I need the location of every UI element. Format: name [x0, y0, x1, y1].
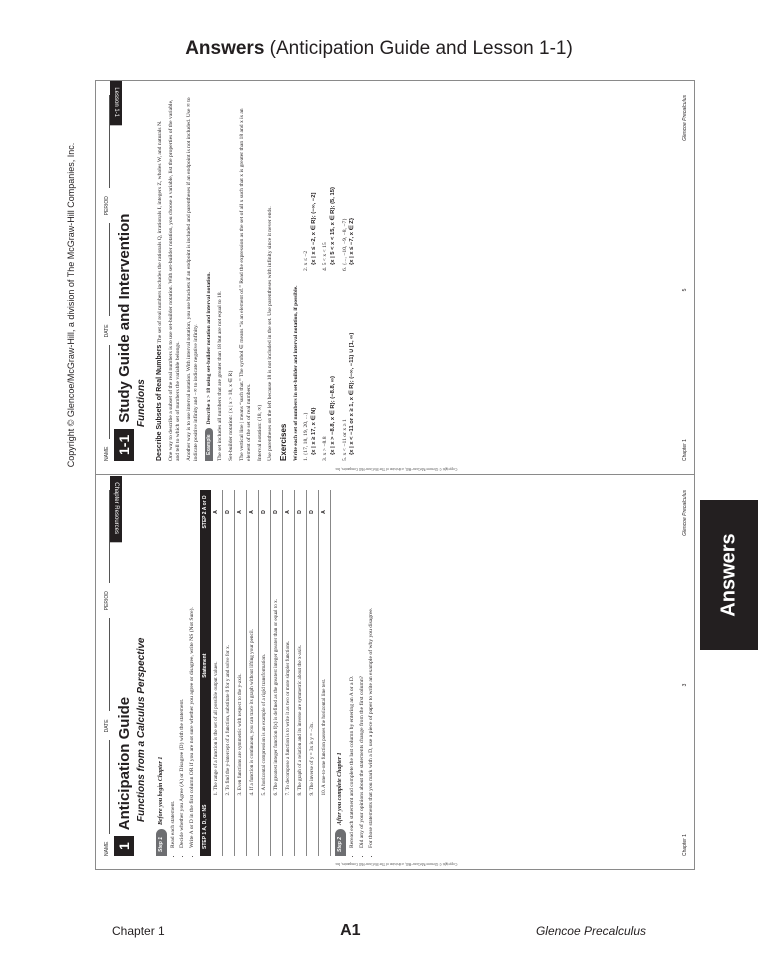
col-statement: Statement — [200, 534, 211, 798]
table-row: 9. The inverse of y = 3x is y = −3x. D — [307, 490, 319, 856]
list-item: • Reread each statement and complete the last column by entering an A or a D. — [349, 490, 357, 848]
copyright-strip — [62, 40, 80, 910]
exercise-answer: {x | x ≥ 17, x ∈ N} — [310, 407, 317, 455]
list-item: • Write A or D in the first column OR if you are not sure whether you agree or disagree, write NS (Not Sure). — [189, 490, 197, 848]
step2-label: Step 2 — [335, 829, 346, 856]
date-label: DATE — [104, 324, 110, 338]
lesson-number-box: 1-1 — [114, 429, 134, 461]
study-guide-content — [152, 95, 357, 461]
example-title: Describe x > 18 using set-builder notation and interval notation. — [205, 272, 212, 425]
footer-chapter: Chapter 1 — [682, 834, 688, 856]
exercise-answer: {x | x > −8.8, x ∈ R}; (−8.8, ∞) — [330, 376, 337, 455]
para-set-builder: One way to describe a subset of the real numbers is to use set-builder notation. With set-builder notation, you choose a variable, list the properties of the variable, and tell to which set of numbers the variable belongs. — [167, 99, 182, 461]
answers-tab-label: Answers — [717, 533, 740, 617]
study-guide-page — [96, 81, 694, 475]
footer-page-number: A1 — [340, 922, 361, 939]
example-text-2: Set-builder notation: {x | x > 18, x ∈ R} — [228, 370, 235, 461]
study-guide-side-copyright: Copyright © Glencoe/McGraw-Hill, a division of The McGraw-Hill Companies, Inc. — [334, 467, 458, 471]
footer-publisher: Glencoe Precalculus — [682, 95, 688, 141]
anticipation-table — [200, 490, 331, 856]
section-text: The set of real numbers includes the rationals Q, irrationals I, integers Z, wholes W, and naturals N. — [157, 120, 163, 344]
footer-page: 5 — [682, 288, 688, 292]
example-text-4: Interval notation: (18, ∞) — [256, 404, 263, 461]
exercise-item: 1. {17, 18, 19, 20, ...} {x | x ≥ 17, x ∈ N} — [303, 285, 318, 461]
footer-publisher: Glencoe Precalculus — [682, 490, 688, 536]
exercise-answer: {x | x < −11 or x ≥ 1, x ∈ R}; (−∞, −11) ∪ [1, ∞) — [349, 332, 356, 455]
exercise-item: 5. x < −11 or x ≥ 1 {x | x < −11 or x ≥ 1, x ∈ R}; (−∞, −11) ∪ [1, ∞) — [342, 285, 357, 461]
section-title: Describe Subsets of Real Numbers — [156, 344, 163, 461]
reduced-pages-frame — [95, 80, 695, 870]
exercise-item: 2. x ≤ −2 {x | x ≤ −2, x ∈ R}; (−∞, −2] — [303, 95, 318, 271]
col-step1: STEP 1 A, D, or NS — [200, 797, 211, 856]
anticipation-guide-rotated — [96, 476, 694, 870]
period-label: PERIOD — [104, 591, 110, 611]
anticipation-title: Anticipation Guide — [115, 696, 133, 831]
table-row: 8. The graph of a relation and its inverse are symmetric about the x-axis. D — [295, 490, 307, 856]
study-guide-header — [104, 95, 110, 461]
footer-chapter: Chapter 1 — [112, 924, 165, 938]
exercises-instructions: Write each set of numbers in set-builder and interval notation, if possible. — [292, 285, 299, 461]
lesson-side-tab: Lesson 1-1 — [110, 81, 122, 125]
exercise-answer: {x | 5 < x < 15, x ∈ R}; (5, 15) — [330, 187, 337, 265]
table-row: 4. If a function is continuous, you can trace its graph without lifting your pencil. A — [247, 490, 259, 856]
table-row: 6. The greatest integer function f(x) is defined as the greatest integer greater than or equal to x. D — [271, 490, 283, 856]
exercise-answer: {x | x ≤ −2, x ∈ R}; (−∞, −2] — [310, 192, 317, 265]
date-label: DATE — [104, 719, 110, 733]
table-row: 5. A horizontal compression is an example of a rigid transformation. D — [259, 490, 271, 856]
anticipation-guide-page — [96, 476, 694, 870]
study-guide-rotated — [96, 81, 694, 475]
study-guide-title-row — [114, 214, 134, 461]
page-title-rest: (Anticipation Guide and Lesson 1-1) — [264, 38, 573, 59]
study-guide-subtitle: Functions — [136, 379, 147, 427]
chapter-resources-tab: Chapter Resources — [110, 476, 122, 542]
footer-publisher: Glencoe Precalculus — [535, 924, 646, 938]
period-label: PERIOD — [104, 196, 110, 216]
step1-bullets — [170, 490, 197, 848]
para-interval: Another way is to use interval notation. With interval notation, you use brackets if an endpoint is included and parentheses if an endpoint is not included. Use ∞ to indicate positive infinity and −∞ to indicate negative infinity. — [185, 97, 200, 461]
chapter-number-box: 1 — [114, 836, 134, 856]
anticipation-side-copyright: Copyright © Glencoe/McGraw-Hill, a division of The McGraw-Hill Companies, Inc. — [334, 862, 458, 866]
exercise-item: 4. 5 < x < 15 {x | 5 < x < 15, x ∈ R}; (5, 15) — [322, 95, 337, 271]
footer-chapter: Chapter 1 — [682, 439, 688, 461]
example-text-3: The vertical line | means “such that.” The symbol ∈ means “is an element of.” Read the expression as the set of all x such that x is greater than 18 and x is an element of the set of real numbers. — [238, 108, 253, 461]
study-guide-title: Study Guide and Intervention — [115, 213, 133, 423]
table-row: 7. To decompose a function is to write it as two or more simpler functions. A — [283, 490, 295, 856]
study-guide-footer — [682, 95, 688, 461]
step2-bullets — [349, 490, 376, 848]
table-row: 10. A one-to-one function passes the horizontal line test. A — [319, 490, 331, 856]
example-label: Example — [205, 428, 214, 461]
page-footer — [112, 922, 646, 940]
footer-page: 3 — [682, 683, 688, 687]
list-item: • Decide whether you Agree (A) or Disagree (D) with the statement. — [179, 490, 187, 848]
exercise-answer: {x | x ≤ −7, x ∈ Z} — [349, 217, 356, 265]
answers-side-tab — [700, 500, 758, 650]
table-row: 2. To find the y-intercept of a function, substitute 0 for y and solve for x. D — [223, 490, 235, 856]
col-step2: STEP 2 A or D — [200, 490, 211, 534]
name-label: NAME — [104, 446, 110, 461]
anticipation-header — [104, 490, 110, 856]
anticipation-footer — [682, 490, 688, 856]
step1-title: Before you begin Chapter 1 — [158, 756, 164, 825]
exercise-grid — [303, 95, 357, 461]
example-text-1: The set includes all numbers that are greater than 18 but are not equal to 18. — [217, 291, 224, 461]
anticipation-subtitle: Functions from a Calculus Perspective — [136, 637, 147, 822]
table-row: 1. The range of a function is the set of all possible output values. A — [211, 490, 223, 856]
page-title-bold: Answers — [185, 38, 265, 59]
list-item: • Did any of your opinions about the statements change from the first column? — [359, 490, 367, 848]
list-item: • For those statements that you mark with a D, use a piece of paper to write an example of why you disagree. — [368, 490, 376, 848]
example-text-5: Use parentheses on the left because 18 is not included in the set. Use parentheses with infinity since it never ends. — [267, 206, 274, 461]
step2-title: After you complete Chapter 1 — [337, 752, 344, 825]
page-title — [0, 38, 758, 60]
list-item: • Read each statement. — [170, 490, 178, 848]
exercise-item: 3. x > −8.8 {x | x > −8.8, x ∈ R}; (−8.8, ∞) — [322, 285, 337, 461]
name-label: NAME — [104, 841, 110, 856]
exercises-title: Exercises — [278, 423, 288, 461]
anticipation-title-row — [114, 697, 134, 856]
copyright-text: Copyright © Glencoe/McGraw-Hill, a division of The McGraw-Hill Companies, Inc. — [66, 142, 76, 468]
exercise-item: 6. {..., −10, −9, −8, −7} {x | x ≤ −7, x ∈ Z} — [342, 95, 357, 271]
table-row: 3. Even functions are symmetric with respect to the y-axis. A — [235, 490, 247, 856]
anticipation-content — [152, 490, 378, 856]
step1-label: Step 1 — [156, 829, 167, 856]
